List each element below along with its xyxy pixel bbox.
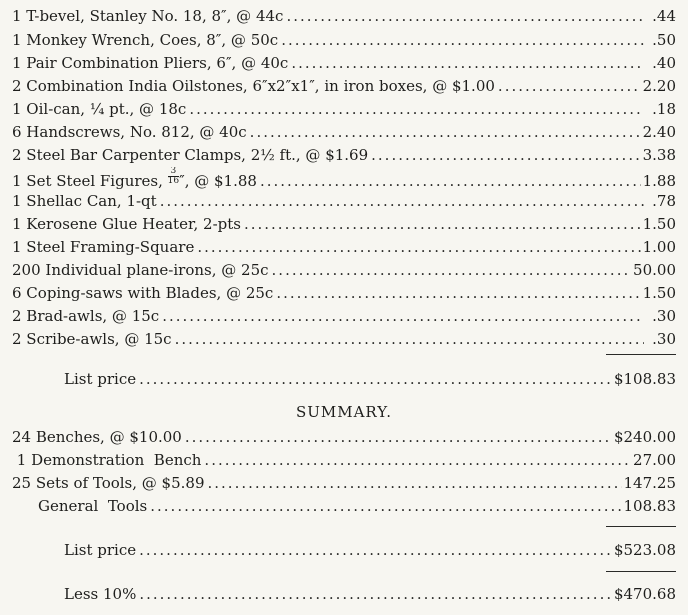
- leader-dots: [185, 426, 612, 448]
- summary-row: [12, 472, 676, 494]
- item-description: 1 Oil-can, ¼ pt., @ 18c: [12, 100, 187, 118]
- summary-description: 24 Benches, @ $10.00: [12, 428, 182, 446]
- fraction-numerator: 3: [168, 167, 179, 177]
- list-item: [12, 29, 676, 51]
- leader-dots: [208, 472, 622, 494]
- leader-dots: [286, 5, 644, 27]
- item-description: 1 T-bevel, Stanley No. 18, 8″, @ 44c: [12, 7, 284, 25]
- leader-dots: [260, 170, 641, 189]
- list-price-label: List price: [64, 541, 137, 559]
- leader-dots: [197, 236, 640, 258]
- list-item: [12, 282, 676, 304]
- summary-description: 25 Sets of Tools, @ $5.89: [12, 474, 205, 492]
- item-amount: 1.00: [642, 238, 676, 256]
- item-description-start: 1 Set Steel Figures,: [12, 172, 168, 189]
- leader-dots: [189, 98, 644, 120]
- item-description: 2 Brad-awls, @ 15c: [12, 307, 160, 325]
- list-item: [12, 75, 676, 97]
- list-price-total-row: [64, 539, 676, 561]
- summary-amount: $240.00: [613, 428, 676, 446]
- item-description: 1 Steel Framing-Square: [12, 238, 195, 256]
- list-item: [12, 52, 676, 74]
- list-item: [12, 236, 676, 258]
- leader-dots: [291, 52, 644, 74]
- item-amount: .18: [652, 100, 676, 118]
- item-amount: .30: [652, 330, 676, 348]
- item-description: 1 Shellac Can, 1-qt: [12, 192, 157, 210]
- item-amount: .44: [652, 7, 676, 25]
- fraction: [168, 167, 179, 186]
- item-amount: .50: [652, 31, 676, 49]
- fraction-denominator: 16: [167, 176, 180, 186]
- leader-dots: [272, 259, 632, 281]
- item-description: 1 Pair Combination Pliers, 6″, @ 40c: [12, 54, 289, 72]
- item-description: 6 Handscrews, No. 812, @ 40c: [12, 123, 247, 141]
- total-rule: [606, 571, 676, 572]
- leader-dots: [244, 213, 641, 235]
- summary-row: [12, 449, 676, 471]
- item-amount: 2.40: [642, 123, 676, 141]
- item-amount: 3.38: [642, 146, 676, 164]
- total-rule: [606, 354, 676, 355]
- item-description: 1 Monkey Wrench, Coes, 8″, @ 50c: [12, 31, 279, 49]
- summary-heading: SUMMARY.: [295, 403, 393, 421]
- summary-amount: 147.25: [623, 474, 676, 492]
- leader-dots: [139, 583, 612, 605]
- item-description: 6 Coping-saws with Blades, @ 25c: [12, 284, 274, 302]
- list-price-amount: $523.08: [613, 541, 676, 559]
- leader-dots: [498, 75, 641, 97]
- item-description: [12, 167, 257, 189]
- leader-dots: [281, 29, 644, 51]
- summary-description: 1 Demonstration Bench: [12, 451, 202, 469]
- list-price-row: [64, 368, 676, 390]
- item-amount: 2.20: [642, 77, 676, 95]
- item-amount: .78: [652, 192, 676, 210]
- discount-row: [64, 583, 676, 605]
- list-item: [12, 98, 676, 120]
- leader-dots: [160, 190, 644, 212]
- summary-description: General Tools: [38, 497, 148, 515]
- item-description: 1 Kerosene Glue Heater, 2-pts: [12, 215, 241, 233]
- item-amount: .40: [652, 54, 676, 72]
- leader-dots: [371, 144, 640, 166]
- list-item: [12, 190, 676, 212]
- leader-dots: [250, 121, 641, 143]
- total-rule: [606, 526, 676, 527]
- item-amount: 1.50: [642, 215, 676, 233]
- item-amount: 50.00: [633, 261, 676, 279]
- summary-amount: 27.00: [633, 451, 676, 469]
- leader-dots: [139, 368, 612, 390]
- summary-row: [12, 426, 676, 448]
- item-amount: .30: [652, 307, 676, 325]
- leader-dots: [276, 282, 640, 304]
- list-item: [12, 213, 676, 235]
- item-description: 2 Scribe-awls, @ 15c: [12, 330, 172, 348]
- leader-dots: [175, 328, 644, 350]
- item-amount: 1.50: [642, 284, 676, 302]
- summary-row: [38, 495, 676, 517]
- item-amount: 1.88: [642, 172, 676, 189]
- list-item: [12, 5, 676, 27]
- discount-amount: $470.68: [613, 585, 676, 603]
- list-item: [12, 305, 676, 327]
- item-description-end: ″, @ $1.88: [179, 172, 257, 189]
- list-price-label: List price: [64, 370, 137, 388]
- list-item: [12, 328, 676, 350]
- list-item: [12, 259, 676, 281]
- leader-dots: [204, 449, 631, 471]
- item-description: 2 Steel Bar Carpenter Clamps, 2½ ft., @ $1.69: [12, 146, 369, 164]
- leader-dots: [162, 305, 644, 327]
- list-item: [12, 144, 676, 166]
- leader-dots: [139, 539, 612, 561]
- list-item: [12, 121, 676, 143]
- item-description: 2 Combination India Oilstones, 6″x2″x1″, in iron boxes, @ $1.00: [12, 77, 495, 95]
- item-description: 200 Individual plane-irons, @ 25c: [12, 261, 269, 279]
- leader-dots: [150, 495, 621, 517]
- discount-label: Less 10%: [64, 585, 137, 603]
- list-price-amount: $108.83: [613, 370, 676, 388]
- summary-amount: 108.83: [623, 497, 676, 515]
- list-item: [12, 167, 676, 189]
